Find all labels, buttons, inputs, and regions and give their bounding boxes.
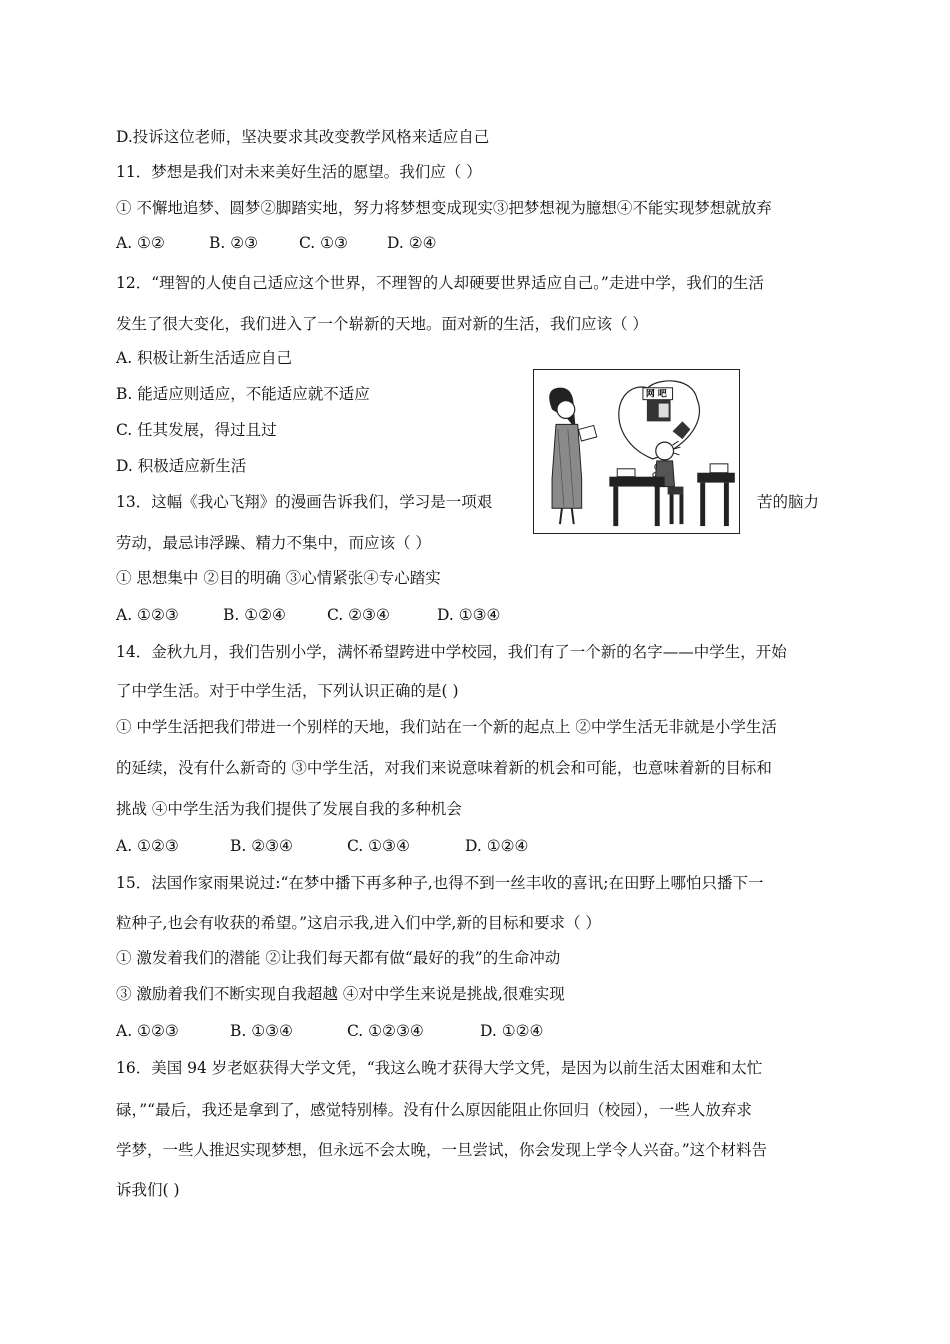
q14-stem-line-2: 了中学生活。对于中学生活，下列认识正确的是( ) — [116, 682, 459, 700]
q15-option-a: A. ①②③ — [116, 1022, 179, 1040]
q11-option-d: D. ②④ — [387, 234, 437, 252]
q14-items-line-1: ① 中学生活把我们带进一个别样的天地，我们站在一个新的起点上 ②中学生活无非就是小学生活 — [116, 718, 777, 736]
q13-option-b: B. ①②④ — [223, 606, 286, 624]
q16-stem-line-4: 诉我们( ) — [116, 1181, 180, 1199]
q13-stem-line-1-left: 13．这幅《我心飞翔》的漫画告诉我们，学习是一项艰 — [116, 493, 493, 511]
q14-stem-line-1: 14．金秋九月，我们告别小学，满怀希望跨进中学校园，我们有了一个新的名字——中学生，开始 — [116, 643, 787, 661]
q16-stem-line-3: 学梦，一些人推迟实现梦想，但永远不会太晚，一旦尝试，你会发现上学令人兴奋。”这个材料告 — [116, 1141, 768, 1159]
cartoon-sign-text: 网 吧 — [645, 389, 667, 400]
q14-option-b: B. ②③④ — [230, 837, 293, 855]
q14-option-a: A. ①②③ — [116, 837, 179, 855]
q13-option-c: C. ②③④ — [327, 606, 390, 624]
q14-items-line-2: 的延续，没有什么新奇的 ③中学生活，对我们来说意味着新的机会和可能，也意味着新的目标和 — [116, 759, 772, 777]
q13-option-d: D. ①③④ — [437, 606, 501, 624]
q14-options — [116, 836, 528, 856]
q16-stem-line-1: 16．美国 94 岁老妪获得大学文凭，“我这么晚才获得大学文凭，是因为以前生活太困难和太忙 — [116, 1059, 763, 1077]
q15-stem-line-2: 粒种子,也会有收获的希望。”这启示我,进入们中学,新的目标和要求（ ） — [116, 914, 601, 932]
q11-option-c: C. ①③ — [299, 234, 348, 252]
q13-stem-line-1-right: 苦的脑力 — [757, 493, 820, 511]
q15-stem-line-1: 15．法国作家雨果说过:“在梦中播下再多种子,也得不到一丝丰收的喜讯;在田野上哪怕只播下一 — [116, 874, 764, 892]
q12-stem-line-2: 发生了很大变化，我们进入了一个崭新的天地。面对新的生活，我们应该（ ） — [116, 315, 648, 333]
q11-options — [116, 233, 437, 253]
q15-option-b: B. ①③④ — [230, 1022, 293, 1040]
q11-stem: 11．梦想是我们对未来美好生活的愿望。我们应（ ） — [116, 163, 482, 181]
q15-option-d: D. ①②④ — [480, 1022, 544, 1040]
cartoon-drawing — [534, 370, 739, 533]
q11-items: ① 不懈地追梦、圆梦②脚踏实地，努力将梦想变成现实③把梦想视为臆想④不能实现梦想就放弃 — [116, 199, 772, 217]
q13-options — [116, 605, 500, 625]
q11-option-a: A. ①② — [116, 234, 165, 252]
q14-option-c: C. ①③④ — [347, 837, 410, 855]
q10-option-d: D.投诉这位老师，坚决要求其改变教学风格来适应自己 — [116, 128, 490, 146]
q12-stem-line-1: 12．“理智的人使自己适应这个世界，不理智的人却硬要世界适应自己。”走进中学，我们的生活 — [116, 274, 764, 292]
cartoon-image — [533, 369, 740, 534]
q12-option-b: B. 能适应则适应，不能适应就不适应 — [116, 385, 370, 403]
q15-items-line-1: ① 激发着我们的潜能 ②让我们每天都有做“最好的我”的生命冲动 — [116, 949, 561, 967]
q14-option-d: D. ①②④ — [465, 837, 529, 855]
q14-items-line-3: 挑战 ④中学生活为我们提供了发展自我的多种机会 — [116, 800, 462, 818]
q15-options — [116, 1021, 543, 1041]
q12-option-a: A. 积极让新生活适应自己 — [116, 349, 293, 367]
q13-items: ① 思想集中 ②目的明确 ③心情紧张④专心踏实 — [116, 569, 441, 587]
q15-items-line-2: ③ 激励着我们不断实现自我超越 ④对中学生来说是挑战,很难实现 — [116, 985, 565, 1003]
q13-stem-line-2: 劳动，最忌讳浮躁、精力不集中，而应该（ ） — [116, 534, 431, 552]
q13-option-a: A. ①②③ — [116, 606, 179, 624]
q12-option-d: D. 积极适应新生活 — [116, 457, 247, 475]
q15-option-c: C. ①②③④ — [347, 1022, 424, 1040]
q11-option-b: B. ②③ — [209, 234, 259, 252]
q12-option-c: C. 任其发展，得过且过 — [116, 421, 277, 439]
q16-stem-line-2: 碌，”“最后，我还是拿到了，感觉特别棒。没有什么原因能阻止你回归（校园），一些人放弃求 — [116, 1101, 752, 1119]
